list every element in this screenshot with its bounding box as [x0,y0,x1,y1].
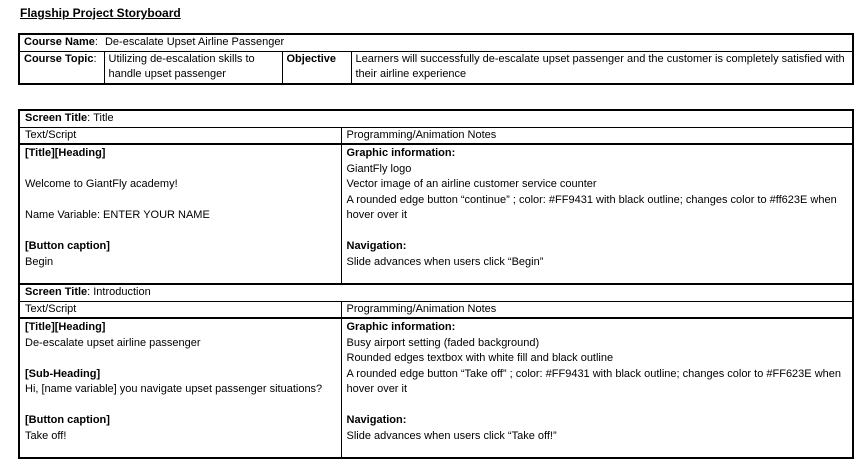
objective-label: Objective [286,52,337,65]
notes-cell-title-screen [341,144,853,284]
script-line: [Title][Heading] [25,321,106,333]
course-name-label: Course Name [24,36,95,48]
page-title: Flagship Project Storyboard [20,6,181,20]
course-topic-value-cell: Utilizing de-escalation skills to handle upset passenger [104,51,282,84]
script-line: [Button caption] [25,240,110,252]
script-line: [Title][Heading] [25,147,106,159]
script-cell-introduction-screen [19,318,341,458]
script-line: [Button caption] [25,414,110,426]
script-line: Begin [25,255,54,268]
notes-line [347,398,848,414]
notes-line: A rounded edge button “Take off” ; color: #FF9431 with black outline; changes color to #FF623E when hover over it [346,367,841,395]
colon: : [87,112,91,124]
script-line: Name Variable: ENTER YOUR NAME [25,209,210,221]
notes-line: Slide advances when users click “Take off!” [346,429,557,442]
script-line: [Sub-Heading] [25,367,101,380]
objective-value-cell: Learners will successfully de-escalate upset passenger and the customer is completely satisfied with their airline experience [351,51,853,84]
screen-title-label: Screen Title [25,286,88,298]
notes-line: Vector image of an airline customer service counter [346,178,597,190]
screen-body-row [19,318,853,458]
screen-body-row [19,144,853,284]
script-column-header: Text/Script [19,127,341,144]
notes-line: Graphic information: [346,147,456,159]
notes-cell-introduction-screen [341,318,853,458]
course-topic-label-cell [19,51,104,84]
script-line: De-escalate upset airline passenger [25,336,201,349]
script-cell-title-screen [19,144,341,284]
objective-label-cell [282,51,351,84]
course-name-cell [19,34,853,51]
script-line [25,162,336,178]
notes-line: A rounded edge button “continue” ; color: #FF9431 with black outline; changes color to #ff623E when hover over it [346,193,837,221]
storyboard-table [18,109,854,459]
screen-title-value: Title [93,112,114,124]
screen-title-cell-2 [19,284,853,301]
notes-column-header: Programming/Animation Notes [341,301,853,318]
notes-line: Slide advances when users click “Begin” [346,255,544,268]
course-name-value: De-escalate Upset Airline Passenger [104,36,285,48]
screen-title-cell-1 [19,110,853,127]
script-line: Hi, [name variable] you navigate upset passenger situations? [25,383,323,395]
script-line: Welcome to GiantFly academy! [25,178,178,190]
colon: : [94,36,98,48]
notes-line: Navigation: [346,414,407,426]
colon: : [93,52,97,65]
script-column-header: Text/Script [19,301,341,318]
colon: : [87,286,91,298]
script-line [25,193,336,209]
course-topic-label: Course Topic [24,52,94,65]
notes-line: GiantFly logo [346,162,412,175]
course-name-row [19,34,853,51]
script-line [25,398,336,414]
column-header-row [19,301,853,318]
screen-title-label: Screen Title [25,112,88,124]
notes-line: Rounded edges textbox with white fill and black outline [346,352,614,364]
notes-line [347,224,848,240]
script-line [25,351,336,367]
course-topic-row [19,51,853,84]
screen-title-value: Introduction [93,286,151,298]
screen-title-row [19,284,853,301]
course-info-table [18,33,854,85]
screen-title-row [19,110,853,127]
notes-line: Busy airport setting (faded background) [346,336,540,349]
notes-line: Navigation: [346,240,407,252]
notes-line: Graphic information: [346,321,456,333]
notes-column-header: Programming/Animation Notes [341,127,853,144]
column-header-row [19,127,853,144]
script-line [25,224,336,240]
script-line: Take off! [25,429,67,442]
